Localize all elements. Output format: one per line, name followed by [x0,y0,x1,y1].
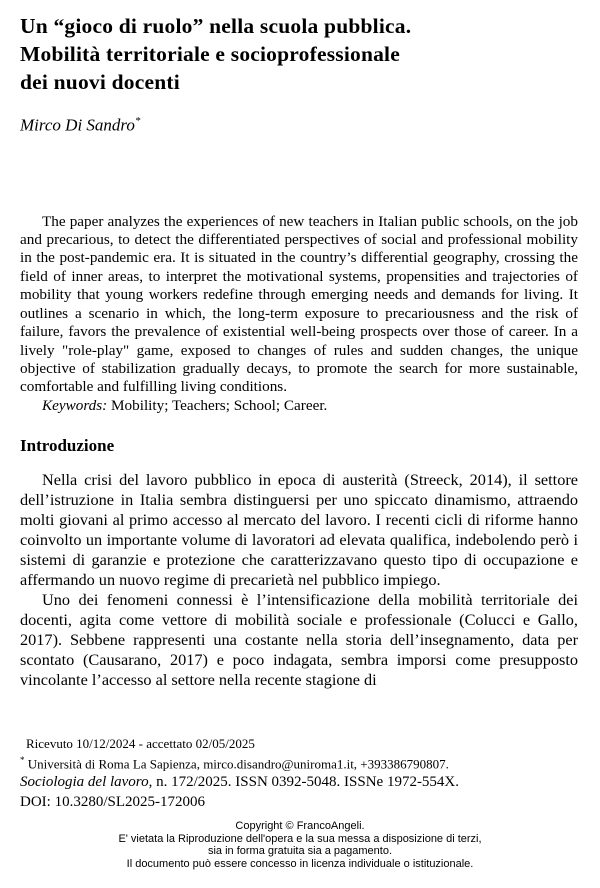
body-paragraph-2: Uno dei fenomeni connessi è l’intensificazione della mobilità territoriale dei docenti, agita come vettore di mobilità sociale e professionale (Colucci e Gallo, 2017). Sebbene rappresenti una costante nella storia dell’insegnamento, data per scontato (Causarano, 2017) e poco indagata, sembra imporsi come presupposto vincolante l’accesso al settore nella recente stagione di [20,590,578,690]
journal-line [20,774,578,792]
doi-line: DOI: 10.3280/SL2025-172006 [20,793,205,810]
author-footnote-marker: * [134,115,141,127]
paper-title-line-1: Un “gioco di ruolo” nella scuola pubblica. [20,14,412,38]
abstract-block [20,213,578,415]
author-name: Mirco Di Sandro [20,115,135,135]
paper-title-line-3: dei nuovi docenti [20,70,180,94]
journal-name: Sociologia del lavoro [20,774,149,791]
keywords-line [20,397,578,415]
paper-title-line-2: Mobilità territoriale e socioprofessionale [20,42,400,66]
journal-issue-issn: , n. 172/2025. ISSN 0392-5048. ISSNe 1972-554X. [148,774,460,791]
affiliation-text: Università di Roma La Sapienza, mirco.disandro@uniroma1.it, +393386790807. [27,756,449,772]
keywords-label: Keywords: [42,396,108,414]
copyright-line-4: Il documento può essere concesso in licenza individuale o istituzionale. [126,857,474,870]
section-heading-introduzione: Introduzione [20,436,115,456]
author-line [20,111,578,136]
copyright-line-3: sia in forma gratuita sia a pagamento. [207,845,393,858]
body-paragraph-1: Nella crisi del lavoro pubblico in epoca di austerità (Streeck, 2014), il settore dell’istruzione in Italia sembra distinguersi per uno spiccato dinamismo, attraendo molti giovani al primo accesso al mercato del lavoro. I recenti cicli di riforme hanno coinvolto un importante volume di lavoratori ad elevata qualifica, indebolendo però i sistemi di garanzie e protezione che caratterizzavano questo tipo di occupazione e affermando un nuovo regime di precarietà nel pubblico impiego. [20,470,578,590]
copyright-line-2: E' vietata la Riproduzione dell'opera e la sua messa a disposizione di terzi, [118,832,482,845]
affiliation-footnote [20,752,578,772]
copyright-footer [0,820,600,870]
keywords-text: Mobility; Teachers; School; Career. [107,396,328,414]
affiliation-footnote-marker: * [20,755,25,765]
footnote-block [20,736,578,811]
abstract-text: The paper analyzes the experiences of new teachers in Italian public schools, on the job and precarious, to detect the differentiated perspectives of social and professional mobility in the post-pandemic era. It is situated in the country’s differential geography, crossing the field of inner areas, to interpret the motivational systems, propensities and trajectories of mobility that young workers redefine through emerging needs and demands for living. It outlines a scenario in which, the long-term exposure to precariousness and the risk of failure, favors the prevalence of existential well-being prospects over those of career. In a lively "role-play" game, exposed to changes of rules and sudden changes, the unique objective of stabilization gradually decays, to promote the search for more sustainable, comfortable and fulfilling living conditions. [20,212,578,396]
received-accepted-line: Ricevuto 10/12/2024 - accettato 02/05/2025 [26,736,255,751]
paper-title [20,12,578,96]
copyright-line-1: Copyright © FrancoAngeli. [235,820,365,832]
